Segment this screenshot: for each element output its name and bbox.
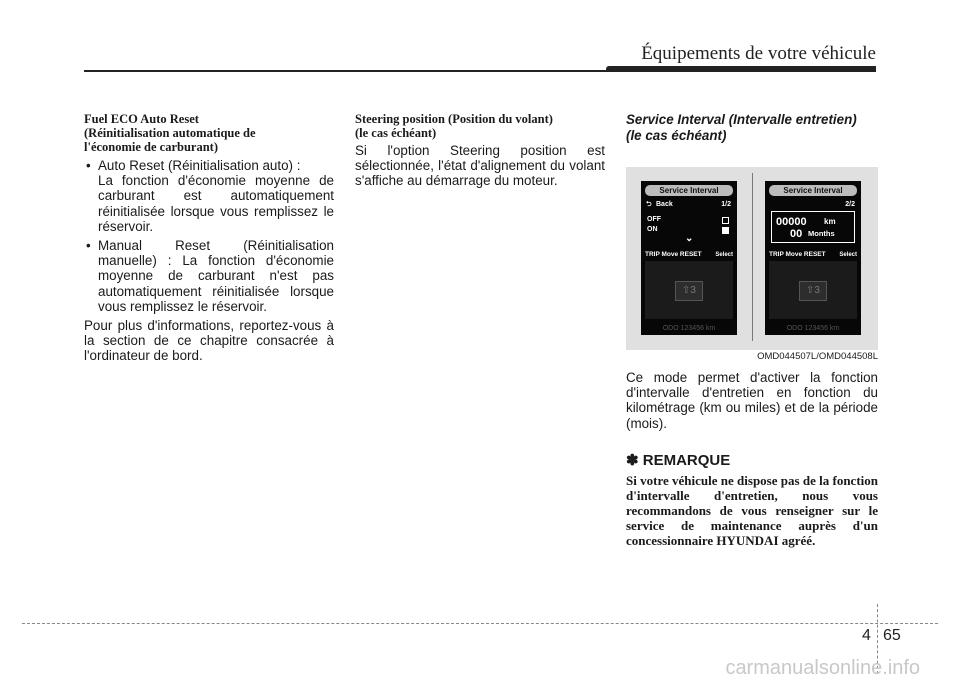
screen2-months-unit: Months — [808, 229, 835, 238]
header-rule-accent — [606, 66, 876, 72]
page-number: 65 — [883, 627, 901, 644]
fuel-eco-reference-paragraph: Pour plus d'informations, reportez-vous à la section de ce chapitre consacrée à l'ordinateur de bord. — [84, 318, 334, 364]
chapter-number: 4 — [862, 627, 871, 644]
screen1-back: Back — [656, 201, 673, 208]
screen1-on: ON — [647, 226, 658, 233]
gear-indicator-icon: ⇧3 — [799, 281, 827, 301]
scroll-down-chevron-icon: ⌄ — [685, 233, 694, 244]
back-arrow-icon: ⮌ — [646, 201, 652, 208]
service-interval-paragraph: Ce mode permet d'activer la fonction d'intervalle d'entretien en fonction du kilométrage (km ou miles) et de la période (mois). — [626, 370, 878, 431]
fuel-eco-heading-line2: (Réinitialisation automatique de — [84, 126, 256, 140]
column-1 — [84, 112, 334, 364]
steering-heading-line2: (le cas échéant) — [355, 126, 437, 140]
screen2-select: Select — [839, 252, 857, 258]
service-interval-heading-line1: Service Interval (Intervalle entretien) — [626, 112, 857, 127]
figure-divider — [752, 173, 753, 341]
off-checkbox-icon — [722, 217, 729, 224]
screen2-km-value: 00000 — [776, 216, 807, 228]
service-values-box — [771, 211, 855, 243]
screen2-gauge-area — [769, 261, 857, 319]
remarque-title: ✽ REMARQUE — [626, 451, 731, 469]
screen2-km-unit: km — [824, 217, 836, 226]
gear-indicator-icon: ⇧3 — [675, 281, 703, 301]
auto-reset-text: La fonction d'économie moyenne de carburant est automatiquement réinitialisée lorsque vous remplissez le réservoir. — [98, 173, 334, 234]
screen1-title: Service Interval — [645, 185, 733, 196]
service-interval-figure — [626, 167, 878, 350]
remarque-text: Si votre véhicule ne dispose pas de la fonction d'intervalle d'entretien, nous vous recommandons de vous renseigner sur le service de maintenance auprès d'un concessionnaire HYUNDAI agréé. — [626, 472, 878, 548]
screen1-gauge-area — [645, 261, 733, 319]
cluster-screen-1 — [641, 181, 737, 335]
screen2-footer: TRIP Move RESET — [769, 251, 826, 258]
screen1-odometer: ODO 123456 km — [662, 325, 716, 332]
screen2-title: Service Interval — [769, 185, 857, 196]
watermark-text: carmanualsonline.info — [725, 657, 920, 679]
manual-reset-text: • Manual Reset (Réinitialisation manuelle) : La fonction d'économie moyenne de carburant n'est pas automatiquement réinitialisée lorsque vous remplissez le réservoir. — [84, 238, 334, 314]
screen1-footer: TRIP Move RESET — [645, 251, 702, 258]
screen2-months-value: 00 — [790, 228, 803, 240]
service-interval-heading-line2: (le cas échéant) — [626, 127, 727, 143]
header-title: Équipements de votre véhicule — [641, 43, 876, 64]
screen2-page: 2/2 — [845, 201, 855, 208]
footer-rule — [22, 623, 938, 624]
figure-caption: OMD044507L/OMD044508L — [757, 351, 878, 362]
screen1-off: OFF — [647, 216, 661, 223]
screen1-select: Select — [715, 252, 733, 258]
fuel-eco-heading-line1: Fuel ECO Auto Reset — [84, 112, 199, 126]
steering-heading-line1: Steering position (Position du volant) — [355, 112, 553, 126]
cluster-screen-2 — [765, 181, 861, 335]
fuel-eco-heading-line3: l'économie de carburant) — [84, 140, 219, 154]
on-checkbox-checked-icon — [722, 227, 729, 234]
auto-reset-label: • Auto Reset (Réinitialisation auto) : — [84, 158, 334, 173]
screen2-odometer: ODO 123456 km — [786, 325, 840, 332]
column-2 — [355, 112, 605, 189]
column-3 — [626, 112, 878, 548]
screen1-page: 1/2 — [721, 201, 731, 208]
steering-paragraph: Si l'option Steering position est sélectionnée, l'état d'alignement du volant s'affiche au démarrage du moteur. — [355, 143, 605, 189]
